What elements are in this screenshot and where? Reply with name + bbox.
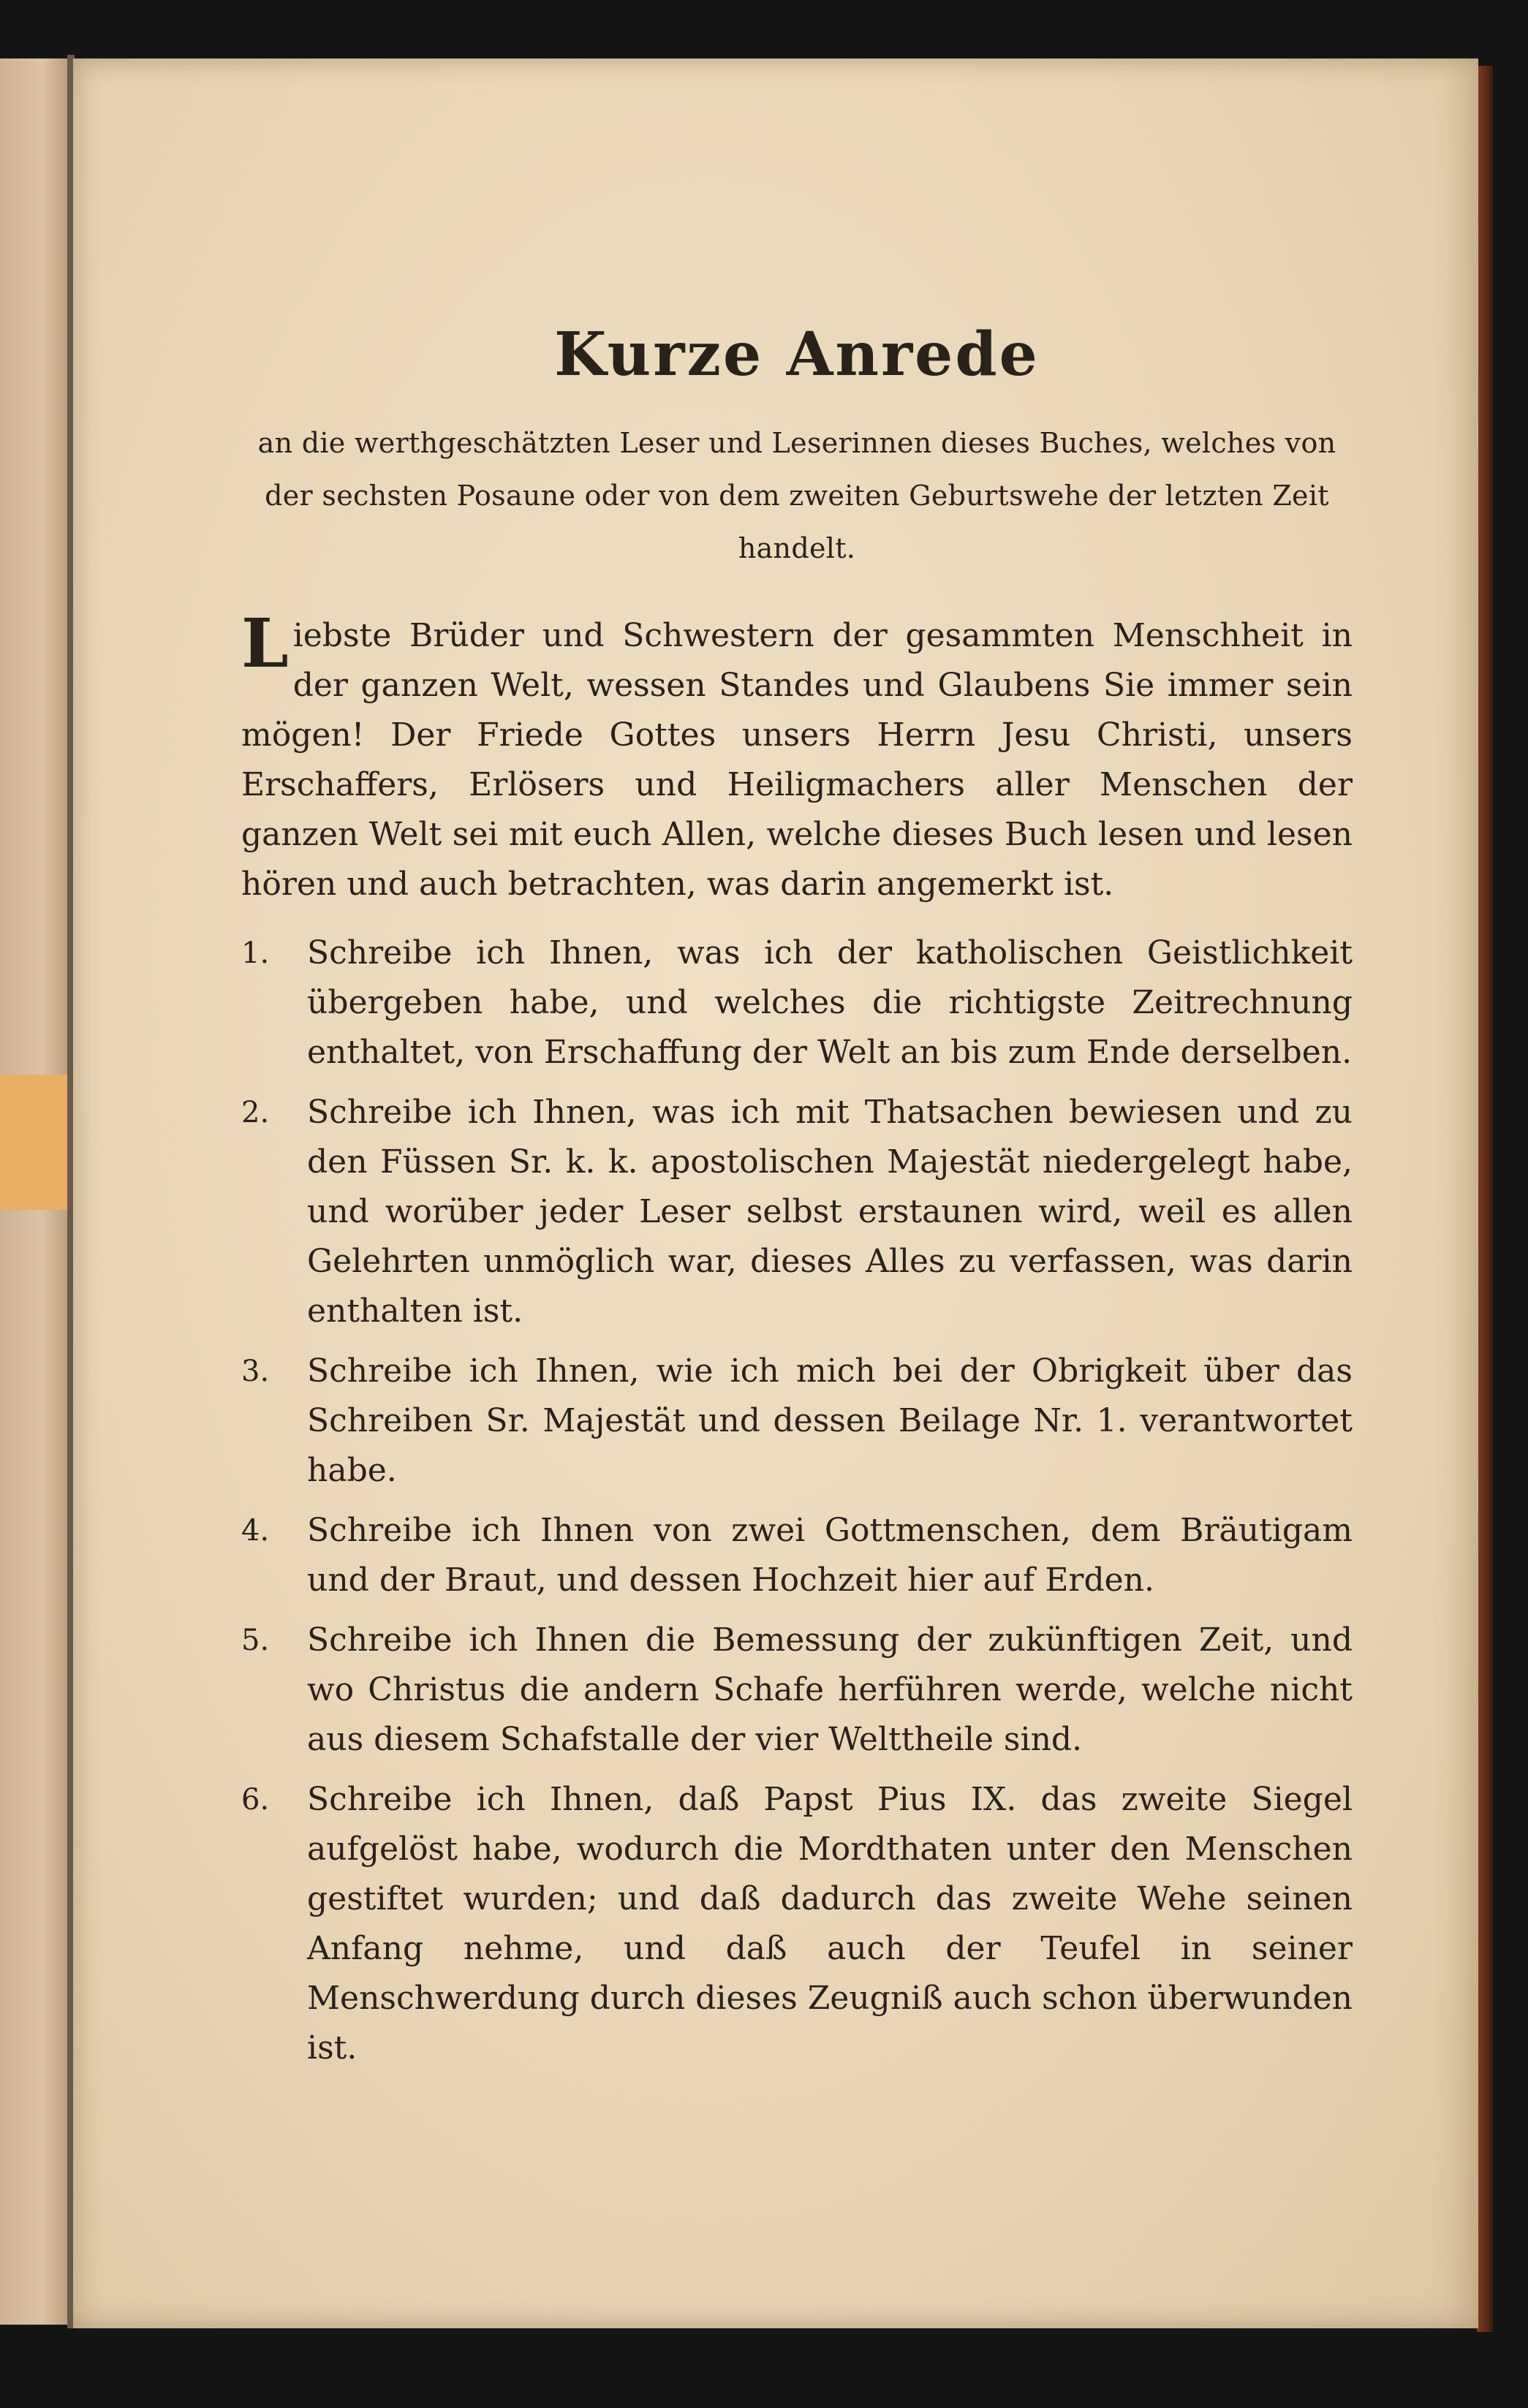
list-item [241, 1775, 1353, 2073]
list-item [241, 928, 1353, 1078]
numbered-list [241, 928, 1353, 2073]
list-item [241, 1506, 1353, 1605]
drop-cap: L [241, 604, 289, 684]
item-text: Schreibe ich Ihnen von zwei Gottmenschen, dem Bräutigam und der Braut, und dessen Hochzeit hier auf Erden. [307, 1512, 1353, 1599]
list-item [241, 1088, 1353, 1336]
item-number: 2. [241, 1096, 270, 1130]
item-number: 4. [241, 1514, 270, 1548]
item-text: Schreibe ich Ihnen, daß Papst Pius IX. das zweite Siegel aufgelöst habe, wodurch die Mordthaten unter den Menschen gestiftet wurden; und daß dadurch das zweite Wehe seinen Anfang nehme, und daß auch der Teufel in seiner Menschwerdung durch dieses Zeugniß auch schon überwunden ist. [307, 1781, 1353, 2067]
intro-paragraph [241, 604, 1353, 909]
intro-text: iebste Brüder und Schwestern der gesammten Menschheit in der ganzen Welt, wessen Standes und Glaubens Sie immer sein mögen! Der Friede Gottes unsers Herrn Jesu Christi, unsers Erschaffers, Erlösers und Heiligmachers aller Menschen der ganzen Welt sei mit euch Allen, welche dieses Buch lesen und lesen hören und auch betrachten, was darin angemerkt ist. [241, 617, 1353, 904]
page-text [241, 319, 1353, 2083]
book-binding-edge [1477, 66, 1493, 2332]
item-text: Schreibe ich Ihnen, wie ich mich bei der Obrigkeit über das Schreiben Sr. Majestät und dessen Beilage Nr. 1. verantwortet habe. [307, 1352, 1353, 1490]
item-text: Schreibe ich Ihnen, was ich der katholischen Geistlichkeit übergeben habe, und welches die richtigste Zeitrechnung enthaltet, von Erschaffung der Welt an bis zum Ende derselben. [307, 934, 1353, 1072]
page-subtitle: an die werthgeschätzten Leser und Leserinnen dieses Buches, welches von der sechsten Posaune oder von dem zweiten Geburtswehe der letzten Zeit handelt. [257, 427, 1336, 565]
list-item [241, 1347, 1353, 1496]
item-text: Schreibe ich Ihnen, was ich mit Thatsachen bewiesen und zu den Füssen Sr. k. k. apostolischen Majestät niedergelegt habe, und worüber jeder Leser selbst erstaunen wird, weil es allen Gelehrten unmöglich war, dieses Alles zu verfassen, was darin enthalten ist. [307, 1094, 1353, 1330]
item-text: Schreibe ich Ihnen die Bemessung der zukünftigen Zeit, und wo Christus die andern Schafe herführen werde, welche nicht aus diesem Schafstalle der vier Welttheile sind. [307, 1621, 1353, 1759]
item-number: 5. [241, 1624, 270, 1658]
item-number: 1. [241, 936, 270, 971]
item-number: 3. [241, 1355, 270, 1389]
bookmark-tab [0, 1075, 70, 1210]
list-item [241, 1616, 1353, 1765]
item-number: 6. [241, 1783, 270, 1817]
page-title: Kurze Anrede [554, 319, 1040, 390]
